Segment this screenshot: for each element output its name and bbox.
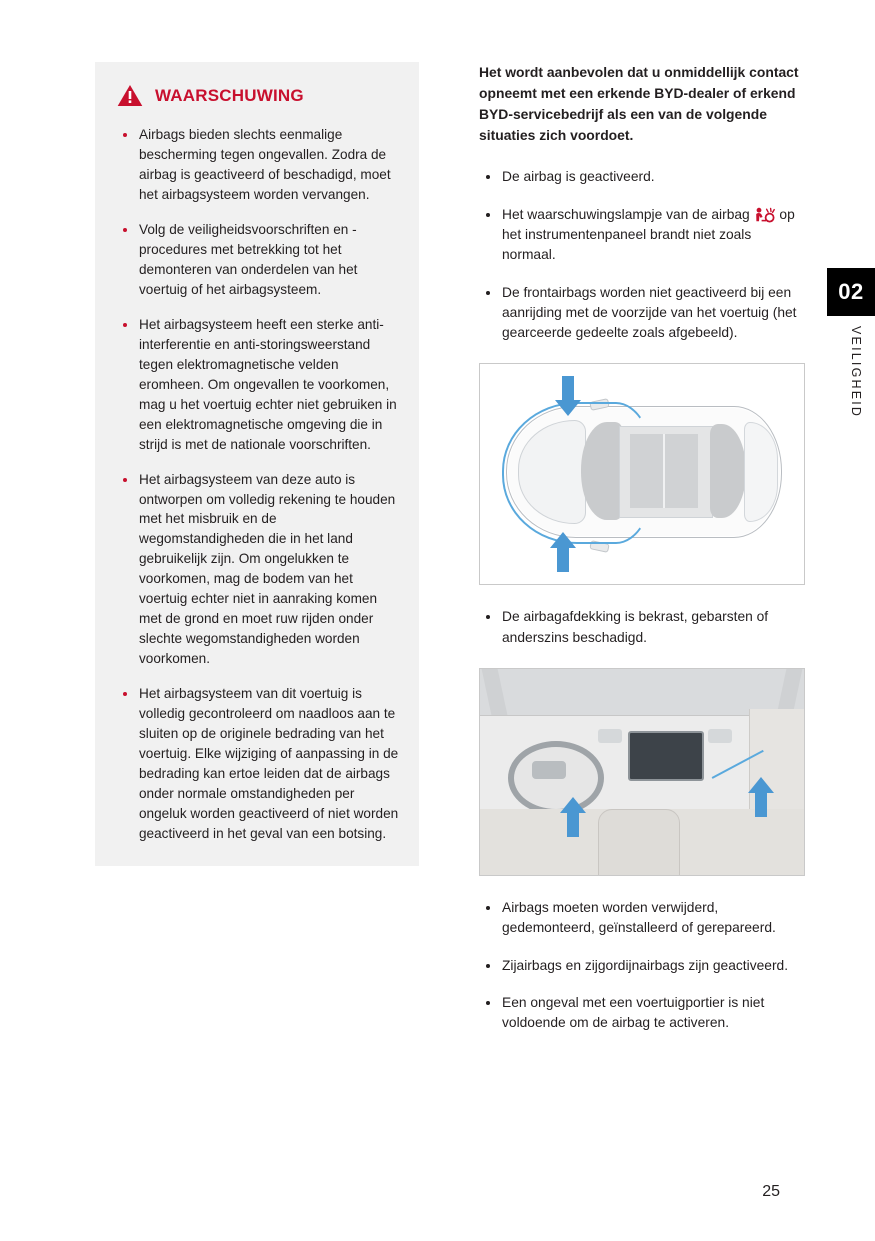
list-item: Het airbagsysteem heeft een sterke anti-interferentie en anti-storingsweerstand tegen elektromagnetische velden eromheen. Om ongevallen te voorkomen, mag u het voertuig echter niet gebruiken in een elektromagnetische omgeving die in strijd is met de nationale voorschriften.	[117, 315, 399, 455]
center-console	[598, 809, 680, 876]
list-item: De airbag is geactiveerd.	[479, 167, 805, 187]
warning-triangle-icon	[117, 84, 143, 107]
top-view-vehicle-front-impact-zone	[479, 363, 805, 585]
chapter-label: VEILIGHEID	[849, 326, 863, 419]
warning-box	[95, 62, 419, 866]
warning-bullet-list	[117, 125, 399, 844]
airbag-warning-lamp-icon	[754, 206, 776, 223]
recommendation-intro: Het wordt aanbevolen dat u onmiddellijk contact opneemt met een erkende BYD-dealer of erkend BYD-servicebedrijf als een van de volgende situaties zich voordoet.	[479, 64, 799, 143]
roof-divider	[663, 434, 665, 508]
warning-title: WAARSCHUWING	[155, 85, 304, 105]
passenger-airbag-arrow-icon	[748, 777, 774, 817]
lamp-text-before: Het waarschuwingslampje van de airbag	[502, 206, 750, 222]
page-number: 25	[762, 1183, 780, 1200]
conditions-list-top	[479, 167, 805, 343]
list-item: De frontairbags worden niet geactiveerd bij een aanrijding met de voorzijde van het voertuig (het gearceerde gedeelte zoals afgebeeld).	[479, 283, 805, 344]
impact-arrow-down-icon	[555, 376, 581, 416]
list-item: De airbagafdekking is bekrast, gebarsten of anderszins beschadigd.	[479, 607, 805, 648]
list-item: Airbags moeten worden verwijderd, gedemonteerd, geïnstalleerd of gerepareerd.	[479, 898, 805, 939]
center-display-screen	[628, 731, 704, 781]
steering-wheel-airbag-cover	[532, 761, 566, 779]
conditions-list-middle	[479, 607, 805, 648]
left-air-vent	[598, 729, 622, 743]
warning-header	[117, 84, 399, 107]
interior-dashboard-airbag-covers	[479, 668, 805, 876]
list-item: Het airbagsysteem van dit voertuig is volledig gecontroleerd om naadloos aan te sluiten op de originele bedrading van het voertuig. Elke wijziging of aanpassing in de bedrading kan ertoe leiden dat de airbags onder normale omstandigheden per ongeluk worden geactiveerd of niet worden geactiveerd in het geval van een botsing.	[117, 684, 399, 844]
list-item: Zijairbags en zijgordijnairbags zijn geactiveerd.	[479, 956, 805, 976]
chapter-number-tab: 02	[827, 268, 875, 316]
list-item: Volg de veiligheidsvoorschriften en -procedures met betrekking tot het demonteren van onderdelen van het voertuig of het airbagsysteem.	[117, 220, 399, 300]
impact-arrow-up-icon	[550, 532, 576, 572]
driver-airbag-arrow-icon	[560, 797, 586, 837]
list-item: Het airbagsysteem van deze auto is ontworpen om volledig rekening te houden met het misbruik en de wegomstandigheden die in het land gebruikelijk zijn. Om ongelukken te voorkomen, mag de bodem van het voertuig echter niet in aanraking komen met de grond en moet ruw rijden onder slechte wegomstandigheden worden voorkomen.	[117, 470, 399, 670]
front-impact-zone-highlight	[502, 402, 656, 544]
list-item-with-lamp-icon	[479, 205, 805, 266]
lamp-text-after: op het instrumentenpaneel brandt niet zoals normaal.	[502, 206, 795, 263]
right-column	[479, 62, 805, 1050]
left-column	[95, 62, 419, 866]
list-item: Airbags bieden slechts eenmalige bescherming tegen ongevallen. Zodra de airbag is geactiveerd of beschadigd, moet het airbagsysteem worden vervangen.	[117, 125, 399, 205]
list-item: Een ongeval met een voertuigportier is niet voldoende om de airbag te activeren.	[479, 993, 805, 1034]
right-air-vent	[708, 729, 732, 743]
conditions-list-bottom	[479, 898, 805, 1033]
